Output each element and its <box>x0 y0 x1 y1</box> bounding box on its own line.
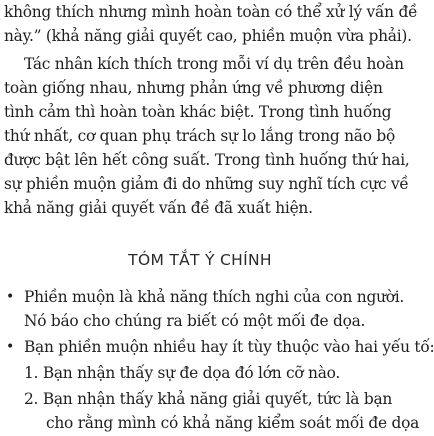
body-line: Tác nhân kích thích trong mỗi ví dụ trên đều hoàn <box>24 55 404 73</box>
section-heading: TÓM TẮT Ý CHÍNH <box>128 251 272 269</box>
body-line: sự phiền muộn giảm đi do những suy nghĩ tích cực về <box>4 175 409 193</box>
body-line: thứ nhất, cơ quan phụ trách sự lo lắng trong não bộ <box>4 127 395 145</box>
numbered-item: 2. Bạn nhận thấy khả năng giải quyết, tức là bạn <box>24 390 393 408</box>
body-line: tình cảm thì hoàn toàn khác biệt. Trong tình huống <box>4 103 392 121</box>
bullet-marker: • <box>6 289 15 305</box>
body-line: không thích nhưng mình hoàn toàn có thể xử lý vấn đề <box>4 3 418 21</box>
bullet-line: Nó báo cho chúng ra biết có một mối đe dọa. <box>24 312 366 330</box>
bullet-line: Bạn phiền muộn nhiều hay ít tùy thuộc vào hai yếu tố: <box>24 338 434 356</box>
body-line: toàn giống nhau, nhưng phản ứng về phương diện <box>4 79 383 97</box>
numbered-item: 1. Bạn nhận thấy sự đe dọa đó lớn cỡ nào. <box>24 364 341 382</box>
bullet-line: Phiền muộn là khả năng thích nghi của con người. <box>24 288 405 306</box>
body-line: khả năng giải quyết vấn đề đã xuất hiện. <box>4 199 313 217</box>
bullet-marker: • <box>6 339 15 355</box>
body-line: này.” (khả năng giải quyết cao, phiền muộn vừa phải). <box>4 27 412 45</box>
body-line: được bật lên hết công suất. Trong tình huống thứ hai, <box>4 151 410 169</box>
numbered-item-continuation: cho rằng mình có khả năng kiểm soát mối đe dọa <box>46 414 420 432</box>
